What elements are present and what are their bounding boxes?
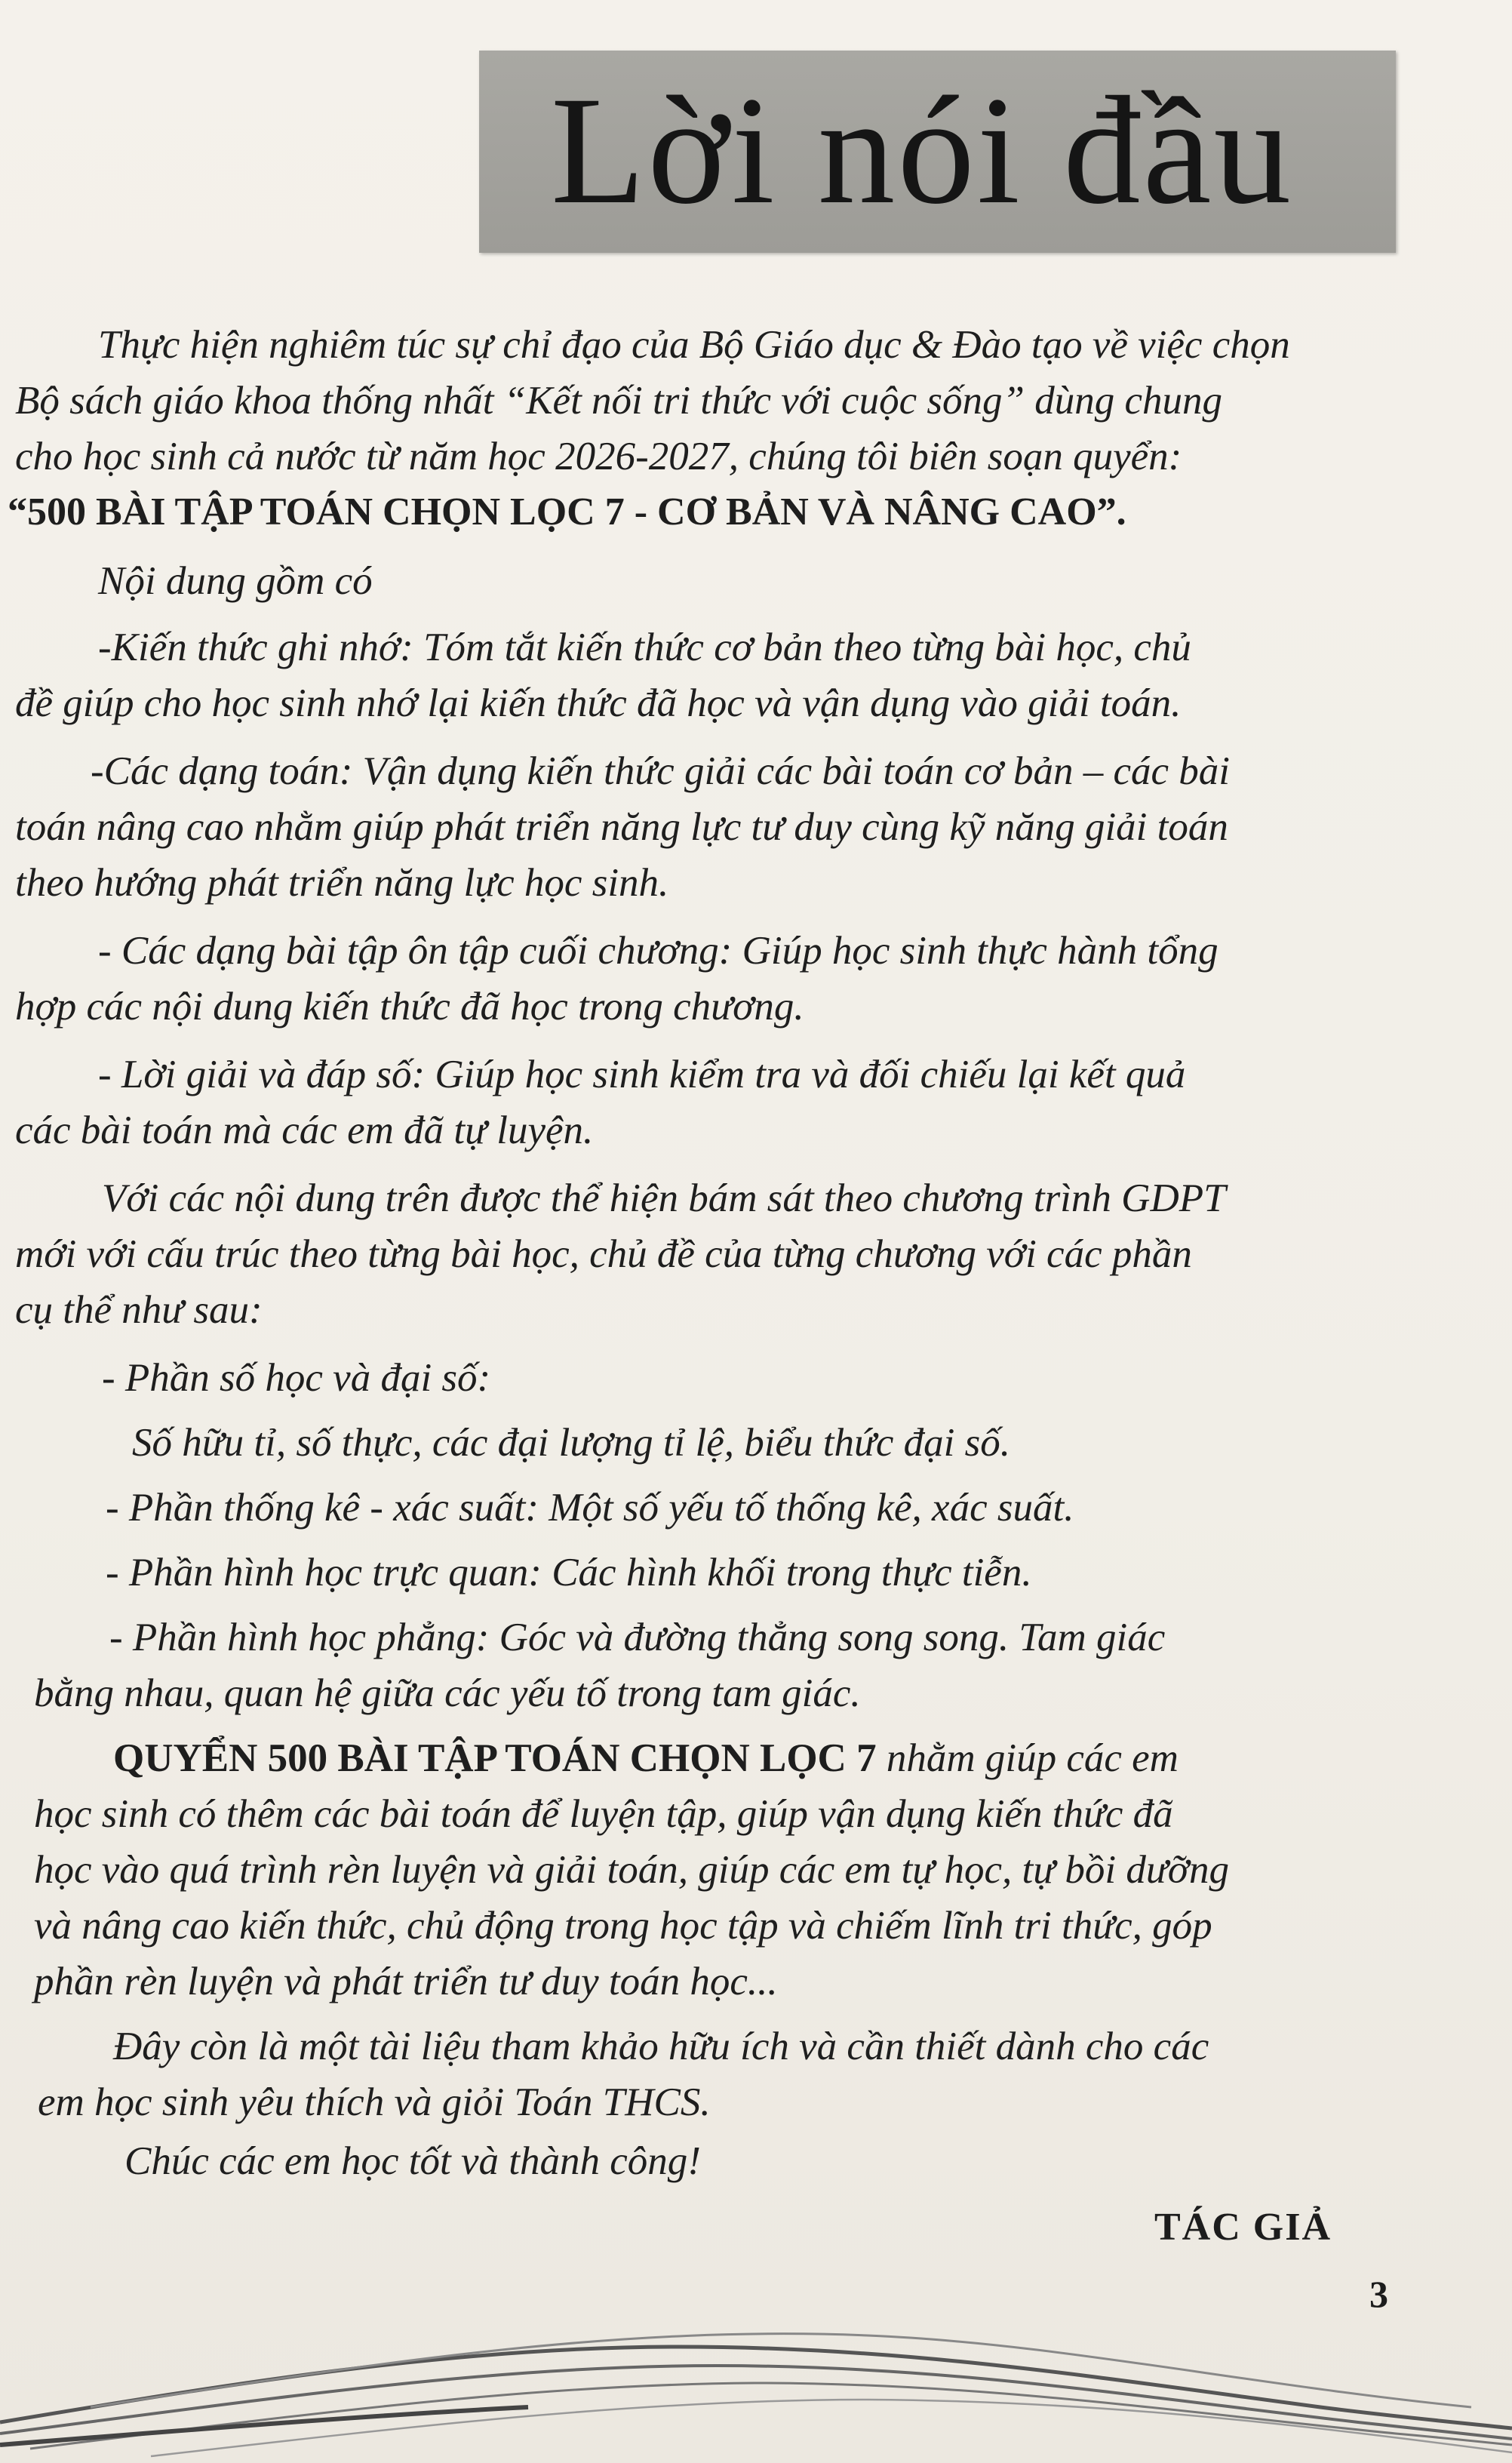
text-line: bằng nhau, quan hệ giữa các yếu tố trong tam giác. — [34, 1671, 861, 1715]
decorative-swoosh-ornament — [0, 2294, 1512, 2463]
title-banner — [479, 51, 1396, 253]
text-line: cụ thể như sau: — [15, 1288, 263, 1332]
text-line: Thực hiện nghiêm túc sự chỉ đạo của Bộ Giáo dục & Đào tạo về việc chọn — [98, 323, 1290, 367]
text-line: Bộ sách giáo khoa thống nhất “Kết nối tri thức với cuộc sống” dùng chung — [15, 379, 1222, 423]
text-line: mới với cấu trúc theo từng bài học, chủ đề của từng chương với các phần — [15, 1232, 1192, 1276]
text-line: - Lời giải và đáp số: Giúp học sinh kiểm tra và đối chiếu lại kết quả — [98, 1053, 1186, 1096]
text-line: học sinh có thêm các bài toán để luyện tập, giúp vận dụng kiến thức đã — [34, 1792, 1173, 1836]
text-line: Nội dung gồm có — [98, 559, 373, 603]
text-line: đề giúp cho học sinh nhớ lại kiến thức đã học và vận dụng vào giải toán. — [15, 681, 1182, 725]
text-line: theo hướng phát triển năng lực học sinh. — [15, 861, 669, 905]
text-line: - Phần số học và đại số: — [102, 1356, 491, 1400]
text-line: cho học sinh cả nước từ năm học 2026-2027, chúng tôi biên soạn quyển: — [15, 435, 1182, 478]
text-line: - Phần thống kê - xác suất: Một số yếu tố thống kê, xác suất. — [106, 1486, 1074, 1530]
text-line: em học sinh yêu thích và giỏi Toán THCS. — [38, 2080, 711, 2124]
text-line: - Phần hình học trực quan: Các hình khối trong thực tiễn. — [106, 1551, 1032, 1594]
text-line: toán nâng cao nhằm giúp phát triển năng lực tư duy cùng kỹ năng giải toán — [15, 805, 1228, 849]
text-line: và nâng cao kiến thức, chủ động trong học tập và chiếm lĩnh tri thức, góp — [34, 1904, 1212, 1948]
text-line: Số hữu tỉ, số thực, các đại lượng tỉ lệ, biểu thức đại số. — [132, 1421, 1011, 1465]
text-line: các bài toán mà các em đã tự luyện. — [15, 1109, 594, 1152]
text-line: - Phần hình học phẳng: Góc và đường thẳng song song. Tam giác — [109, 1616, 1166, 1659]
author-signature: TÁC GIẢ — [1154, 2206, 1332, 2249]
page-title: Lời nói đầu — [551, 65, 1294, 236]
book-title-line: “500 BÀI TẬP TOÁN CHỌN LỌC 7 - CƠ BẢN VÀ NÂNG CAO”. — [8, 490, 1126, 533]
page-number: 3 — [1369, 2273, 1388, 2315]
text-line — [113, 1734, 1179, 1782]
text-line: -Kiến thức ghi nhớ: Tóm tắt kiến thức cơ bản theo từng bài học, chủ — [98, 626, 1191, 669]
text-line: Với các nội dung trên được thể hiện bám sát theo chương trình GDPT — [102, 1176, 1226, 1220]
text-line: Đây còn là một tài liệu tham khảo hữu ích và cần thiết dành cho các — [113, 2025, 1209, 2068]
text-line: phần rèn luyện và phát triển tư duy toán học... — [34, 1960, 778, 2003]
book-name-emphasis: QUYỂN 500 BÀI TẬP TOÁN CHỌN LỌC 7 — [113, 1736, 877, 1780]
text-line: -Các dạng toán: Vận dụng kiến thức giải các bài toán cơ bản – các bài — [91, 749, 1230, 793]
text-line: học vào quá trình rèn luyện và giải toán, giúp các em tự học, tự bồi dưỡng — [34, 1848, 1230, 1892]
text-line: hợp các nội dung kiến thức đã học trong chương. — [15, 985, 804, 1029]
text-line: - Các dạng bài tập ôn tập cuối chương: Giúp học sinh thực hành tổng — [98, 929, 1219, 973]
text-line: Chúc các em học tốt và thành công! — [124, 2139, 701, 2183]
text-fragment: nhằm giúp các em — [876, 1736, 1179, 1780]
